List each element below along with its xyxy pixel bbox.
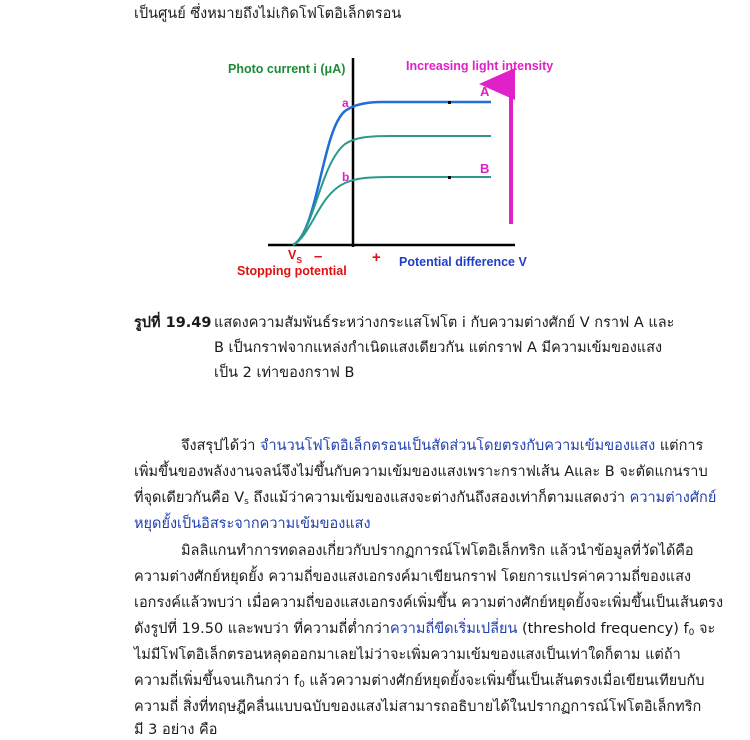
highlight-text: จำนวนโฟโตอิเล็กตรอนเป็นสัดส่วนโดยตรงกับความเข้มของแสง — [260, 438, 656, 454]
tick-dot — [448, 101, 451, 104]
caption-label: รูปที่ 19.49 — [134, 315, 212, 331]
para1-line-3: ที่จุดเดียวกันคือ $V_s$ ถึงแม้ว่าความเข้มของแสงจะต่างกันถึงสองเท่าก็ตามแสดงว่า ความต่างศักย์ — [134, 490, 717, 507]
caption-line-3: เป็น 2 เท่าของกราฟ B — [214, 365, 355, 381]
caption-line-2: B เป็นกราฟจากแหล่งกำเนิดแสงเดียวกัน แต่กราฟ A มีความเข้มของแสง — [214, 340, 663, 356]
para2-line-1: มิลลิแกนทำการทดลองเกี่ยวกับปรากฏการณ์โฟโตอิเล็กทริก แล้วนำข้อมูลที่วัดได้คือ — [181, 543, 694, 559]
minus-sign: – — [314, 248, 323, 265]
highlight-text: ความต่างศักย์ — [629, 490, 717, 506]
para1-line-4: หยุดยั้งเป็นอิสระจากความเข้มของแสง — [134, 516, 371, 532]
para2-line-3: เอกรงค์แล้วพบว่า เมื่อความถี่ของแสงเอกรงค์เพิ่มขึ้น ความต่างศักย์หยุดยั้งจะเพิ่มขึ้นเป็นเส้นตรง — [134, 595, 724, 611]
para2-line-4: ดังรูปที่ 19.50 และพบว่า ที่ความถี่ต่ำกว่าความถี่ขีดเริ่มเปลี่ยน (threshold frequency) $f_0$ จะ — [134, 621, 716, 638]
stopping-potential-label: Stopping potential — [237, 264, 347, 278]
para2-line-8: มี 3 อย่าง คือ — [134, 722, 218, 738]
label-B: B — [480, 161, 490, 176]
para2-line-6: ความถี่เพิ่มขึ้นจนเกินกว่า $f_0$ แล้วความต่างศักย์หยุดยั้งจะเพิ่มขึ้นเป็นเส้นตรงเมื่อเขียนเทียบกับ — [134, 673, 705, 690]
caption-line-1: แสดงความสัมพันธ์ระหว่างกระแสโฟโต i กับความต่างศักย์ V กราฟ A และ — [214, 315, 675, 331]
potential-difference-label: Potential difference V — [399, 255, 527, 269]
para1-line-2: เพิ่มขึ้นของพลังงานจลน์จึงไม่ขึ้นกับความเข้มของแสงเพราะกราฟเส้น Aและ B จะตัดแกนราบ — [134, 464, 708, 480]
tick-dot — [448, 176, 451, 179]
curve-middle — [293, 136, 491, 245]
para2-line-2: ความต่างศักย์หยุดยั้ง ความถี่ของแสงเอกรงค์มาเขียนกราฟ โดยการแปรค่าความถี่ของแสง — [134, 569, 692, 585]
photocurrent-figure — [0, 40, 750, 340]
para2-line-5: ไม่มีโฟโตอิเล็กตรอนหลุดออกมาเลยไม่ว่าจะเพิ่มความเข้มของแสงเป็นเท่าใดก็ตาม แต่ถ้า — [134, 647, 681, 663]
label-b: b — [342, 170, 350, 184]
increasing-light-label: Increasing light intensity — [406, 59, 554, 73]
vs-label: $V_S$ — [288, 248, 303, 265]
top-text-line: เป็นศูนย์ ซึ่งหมายถึงไม่เกิดโฟโตอิเล็กตรอน — [134, 6, 402, 22]
label-a: a — [342, 96, 349, 110]
curve-a — [293, 102, 491, 245]
curve-b — [293, 177, 491, 245]
para2-line-7: ความถี่ สิ่งที่ทฤษฎีคลื่นแบบฉบับของแสงไม่สามารถอธิบายได้ในปรากฏการณ์โฟโตอิเล็กทริก — [134, 699, 702, 715]
highlight-text: ความถี่ขีดเริ่มเปลี่ยน — [389, 621, 518, 637]
y-axis-label: Photo current i (μA) — [228, 62, 346, 76]
para1-line-1: จึงสรุปได้ว่า จำนวนโฟโตอิเล็กตรอนเป็นสัดส่วนโดยตรงกับความเข้มของแสง แต่การ — [181, 438, 704, 454]
plus-sign: + — [372, 249, 381, 266]
label-A: A — [480, 84, 490, 99]
